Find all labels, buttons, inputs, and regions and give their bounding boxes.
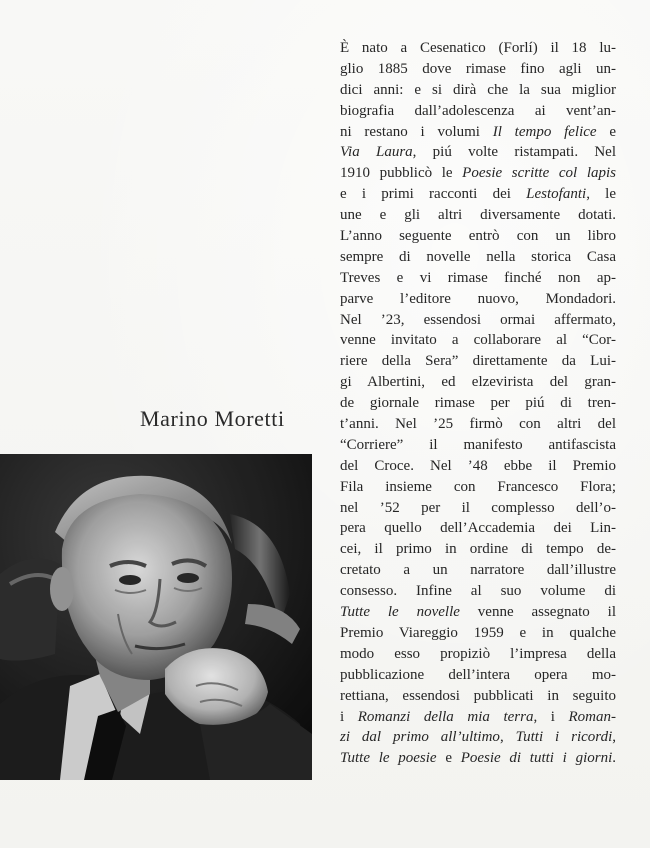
bio-line — [340, 330, 616, 351]
bio-line — [340, 247, 616, 268]
bio-text-segment: Nel ’23, essendosi ormai affermato, — [340, 311, 616, 328]
bio-text-segment: e i primi racconti dei — [340, 186, 527, 203]
bio-line — [340, 665, 616, 686]
bio-line — [340, 122, 616, 143]
bio-text-segment: de giornale rimase per piú di tren- — [340, 395, 616, 412]
bio-line — [340, 80, 616, 101]
bio-line — [340, 518, 616, 539]
bio-italic-title: Via Laura — [340, 144, 413, 161]
bio-line — [340, 686, 616, 707]
bio-line — [340, 59, 616, 80]
bio-text-segment: cretato a un narratore dall’illustre — [340, 562, 616, 579]
bio-line — [340, 581, 616, 602]
bio-text-segment: Premio Viareggio 1959 e in qualche — [340, 624, 616, 641]
bio-line — [340, 748, 616, 769]
bio-line — [340, 184, 616, 205]
bio-text-segment: glio 1885 dove rimase fino agli un- — [340, 60, 616, 77]
bio-italic-title: Tutti i ricordi — [515, 729, 613, 746]
bio-line — [340, 602, 616, 623]
bio-line — [340, 351, 616, 372]
bio-italic-title: Il tempo felice — [492, 123, 597, 140]
bio-italic-title: zi dal primo all’ultimo — [340, 729, 500, 746]
bio-text-segment: consesso. Infine al suo volume di — [340, 583, 616, 600]
bio-line — [340, 226, 616, 247]
bio-italic-title: Poesie di tutti i giorni — [460, 750, 613, 767]
bio-text-segment: modo esso propiziò l’impresa della — [340, 645, 616, 662]
bio-line — [340, 289, 616, 310]
bio-line — [340, 456, 616, 477]
bio-text-segment: dici anni: e si dirà che la sua miglior — [340, 81, 616, 98]
bio-text-segment: une e gli altri diversamente dotati. — [340, 207, 616, 224]
bio-line — [340, 101, 616, 122]
portrait-photo-icon — [0, 454, 312, 780]
bio-line — [340, 205, 616, 226]
bio-text-segment: 1910 pubblicò le — [340, 165, 463, 182]
bio-text-segment: L’anno seguente entrò con un libro — [340, 228, 616, 245]
bio-text-segment: venne invitato a collaborare al “Cor- — [340, 332, 616, 349]
bio-italic-title: Roman- — [568, 708, 617, 725]
bio-line — [340, 623, 616, 644]
bio-text-segment: , i — [533, 708, 569, 725]
bio-text-segment: , — [612, 729, 616, 746]
bio-line — [340, 310, 616, 331]
bio-text-segment: sempre di novelle nella storica Casa — [340, 248, 616, 265]
bio-text-segment: parve l’editore nuovo, Mondadori. — [340, 290, 616, 307]
bio-text-segment: rettiana, essendosi pubblicati in seguito — [340, 687, 616, 704]
bio-italic-title: Tutte le poesie — [340, 750, 437, 767]
bio-italic-title: Tutte le novelle — [340, 604, 460, 621]
bio-text-segment: venne assegnato il — [459, 604, 617, 621]
bio-line — [340, 268, 616, 289]
bio-line — [340, 393, 616, 414]
bio-text-segment: t’anni. Nel ’25 firmò con altri del — [340, 416, 616, 433]
bio-line — [340, 644, 616, 665]
bio-text-segment: Treves e vi rimase finché non ap- — [340, 269, 616, 286]
bio-line — [340, 560, 616, 581]
biography-text — [340, 38, 616, 769]
bio-line — [340, 142, 616, 163]
bio-line — [340, 498, 616, 519]
bio-line — [340, 435, 616, 456]
bio-line — [340, 727, 616, 748]
bio-line — [340, 163, 616, 184]
bio-text-segment: gi Albertini, ed elzevirista del gran- — [340, 374, 616, 391]
bio-line — [340, 414, 616, 435]
bio-text-segment: ni restano i volumi — [340, 123, 493, 140]
bio-italic-title: Romanzi della mia terra — [357, 708, 534, 725]
bio-line — [340, 707, 616, 728]
bio-text-segment: “Corriere” il manifesto antifascista — [340, 436, 616, 453]
bio-italic-title: Poesie scritte col lapis — [462, 165, 616, 182]
bio-text-segment: pera quello dell’Accademia dei Lin- — [340, 520, 616, 537]
bio-text-segment: Fila insieme con Francesco Flora; — [340, 478, 616, 495]
bio-text-segment: È nato a Cesenatico (Forlí) il 18 lu- — [340, 40, 616, 56]
author-portrait-photo — [0, 454, 312, 780]
bio-text-segment: i — [340, 708, 358, 725]
bio-text-segment: e — [596, 123, 617, 140]
bio-text-segment: e — [436, 750, 461, 767]
bio-text-segment: riere della Sera” direttamente da Lui- — [340, 353, 616, 370]
bio-text-segment: , — [499, 729, 516, 746]
bio-italic-title: Lestofanti — [526, 186, 587, 203]
bio-text-segment: biografia dall’adolescenza ai vent’an- — [340, 102, 616, 119]
bio-text-segment: , le — [586, 186, 617, 203]
bio-line — [340, 38, 616, 59]
author-name-heading: Marino Moretti — [140, 406, 285, 431]
bio-text-segment: . — [612, 750, 616, 767]
bio-text-segment: , piú volte ristampati. Nel — [412, 144, 616, 161]
bio-text-segment: del Croce. Nel ’48 ebbe il Premio — [340, 457, 616, 474]
bio-text-segment: cei, il primo in ordine di tempo de- — [340, 541, 616, 558]
bio-line — [340, 477, 616, 498]
bio-text-segment: pubblicazione dell’intera opera mo- — [340, 666, 616, 683]
bio-line — [340, 539, 616, 560]
bio-line — [340, 372, 616, 393]
bio-text-segment: nel ’52 per il complesso dell’o- — [340, 499, 616, 516]
